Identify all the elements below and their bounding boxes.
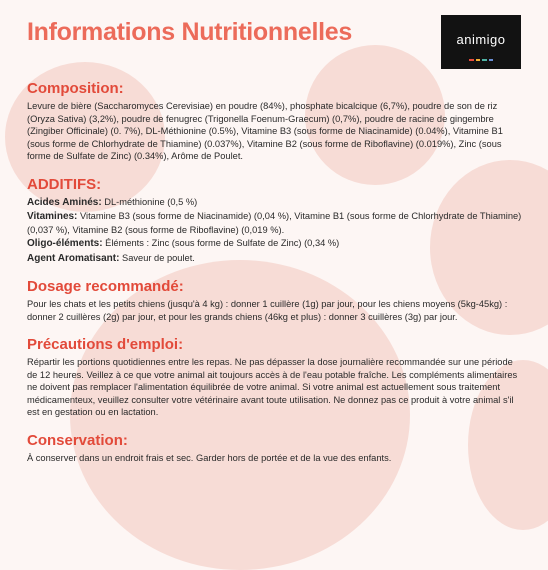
- dosage-heading: Dosage recommandé:: [27, 278, 184, 295]
- brand-logo-color-dots: [469, 59, 493, 61]
- brand-logo: [441, 15, 521, 69]
- additif-row-oligo: [27, 237, 523, 251]
- additifs-section: [27, 176, 523, 266]
- precautions-text: Répartir les portions quotidiennes entre les repas. Ne pas dépasser la dose journalière recommandée sur une période de 12 heures. Veillez à ce que votre animal ait toujours accès à de l'eau potable fraîche. Les compléments alimentaires ne doivent pas remplacer l'alimentation équilibrée de votre animal. Si votre animal est actuellement sous traitement médicamenteux, veuillez consulter votre vétérinaire avant toute utilisation. Ne donnez pas ce produit à votre animal s'il est en gestation ou en lactation.: [27, 357, 518, 417]
- composition-heading: Composition:: [27, 80, 124, 97]
- brand-logo-text: animigo: [456, 32, 506, 47]
- composition-section: [27, 80, 523, 163]
- dosage-section: [27, 278, 523, 323]
- page-title: Informations Nutritionnelles: [27, 18, 352, 46]
- precautions-section: [27, 336, 523, 419]
- conservation-heading: Conservation:: [27, 431, 128, 449]
- conservation-section: [27, 432, 523, 465]
- nutrition-content: [27, 80, 523, 477]
- additif-value: Éléments : Zinc (sous forme de Sulfate de Zinc) (0,34 %): [102, 238, 340, 248]
- additif-value: Saveur de poulet.: [119, 252, 195, 263]
- additif-label: Oligo-éléments:: [27, 238, 103, 249]
- additif-row-amino: [27, 196, 523, 210]
- additif-row-vitamines: [27, 210, 523, 236]
- additif-label: Acides Aminés:: [27, 196, 102, 208]
- additif-row-arome: [27, 252, 523, 266]
- additif-label: Agent Aromatisant:: [27, 252, 120, 264]
- additif-label: Vitamines:: [27, 211, 78, 222]
- additifs-heading: ADDITIFS:: [27, 175, 102, 193]
- dosage-text: Pour les chats et les petits chiens (jusqu'à 4 kg) : donner 1 cuillère (1g) par jour, pour les chiens moyens (5kg-45kg) : donner 2 cuillères (2g) par jour, et pour les grands chiens (46kg et plus) : donner 3 cuillères (3g) par jour.: [27, 299, 508, 322]
- additif-value: DL-méthionine (0,5 %): [101, 196, 198, 207]
- additif-value: Vitamine B3 (sous forme de Niacinamide) (0,04 %), Vitamine B1 (sous forme de Chlorhydrate de Thiamine) (0,037 %), Vitamine B2 (sous forme de Riboflavine) (0,019 %).: [27, 211, 522, 235]
- composition-text: Levure de bière (Saccharomyces Cerevisiae) en poudre (84%), phosphate bicalcique (6,7%), poudre de son de riz (Oryza Sativa) (3,2%), poudre de fenugrec (Trigonella Foenum-Graecum) (0,7%), poudre de racine de gingembre (Zingiber Officinale) (0. 7%), DL-Méthionine (0.5%), Vitamine B3 (sous forme de Niacinamide) (0.04%), Vitamine B1 (sous forme de Chlorhydrate de Thiamine) (0.037%), Vitamine B2 (sous forme de Riboflavine) (0.019%), Zinc (sous forme de Sulfate de Zinc) (0.34%), Arôme de Poulet.: [27, 101, 503, 161]
- precautions-heading: Précautions d'emploi:: [27, 336, 184, 353]
- conservation-text: À conserver dans un endroit frais et sec. Garder hors de portée et de la vue des enfants.: [27, 452, 392, 463]
